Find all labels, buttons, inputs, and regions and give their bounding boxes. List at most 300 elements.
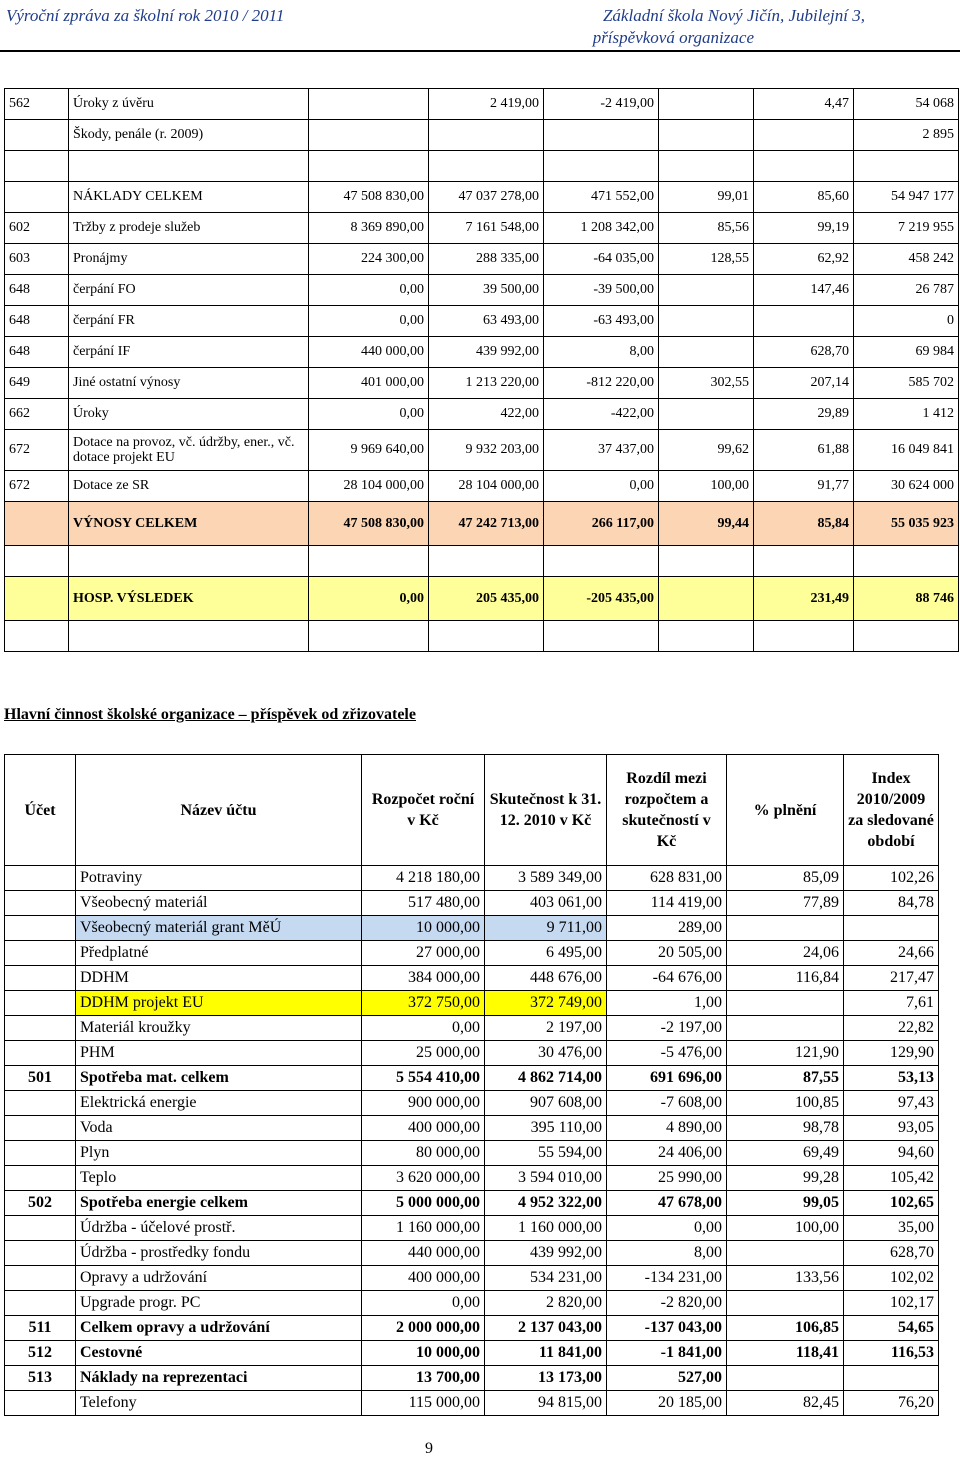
name-cell: Teplo (76, 1166, 362, 1191)
percent-cell: 100,85 (727, 1091, 844, 1116)
header-difference: Rozdíl mezi rozpočtem a skutečností v Kč (607, 755, 727, 866)
actual-cell: 3 594 010,00 (485, 1166, 607, 1191)
name-cell: PHM (76, 1041, 362, 1066)
prior-year-cell: 55 035 923 (854, 502, 959, 546)
budget-cell: 25 000,00 (362, 1041, 485, 1066)
difference-cell (544, 621, 659, 652)
difference-cell: 691 696,00 (607, 1066, 727, 1091)
name-cell: Elektrická energie (76, 1091, 362, 1116)
table-row (5, 1066, 939, 1091)
actual-cell: 448 676,00 (485, 966, 607, 991)
index-cell: 22,82 (844, 1016, 939, 1041)
index-cell: 207,14 (754, 368, 854, 399)
budget-cell: 10 000,00 (362, 916, 485, 941)
index-cell: 105,42 (844, 1166, 939, 1191)
percent-cell: 82,45 (727, 1391, 844, 1416)
account-cell: 603 (5, 244, 69, 275)
percent-cell: 121,90 (727, 1041, 844, 1066)
account-cell: 511 (5, 1316, 76, 1341)
budget-cell: 13 700,00 (362, 1366, 485, 1391)
percent-cell (727, 1016, 844, 1041)
account-cell (5, 577, 69, 621)
prior-year-cell: 26 787 (854, 275, 959, 306)
difference-cell: -2 820,00 (607, 1291, 727, 1316)
percent-cell: 99,44 (659, 502, 754, 546)
index-cell: 97,43 (844, 1091, 939, 1116)
difference-cell (544, 546, 659, 577)
percent-cell: 24,06 (727, 941, 844, 966)
header-actual: Skutečnost k 31. 12. 2010 v Kč (485, 755, 607, 866)
difference-cell: -134 231,00 (607, 1266, 727, 1291)
budget-cell (309, 151, 429, 182)
index-cell: 94,60 (844, 1141, 939, 1166)
name-cell: čerpání FO (69, 275, 309, 306)
actual-cell: 205 435,00 (429, 577, 544, 621)
difference-cell: 8,00 (544, 337, 659, 368)
table-row (5, 399, 959, 430)
prior-year-cell: 2 895 (854, 120, 959, 151)
percent-cell: 85,09 (727, 866, 844, 891)
table-row (5, 1341, 939, 1366)
index-cell: 61,88 (754, 430, 854, 471)
index-cell (754, 621, 854, 652)
budget-cell: 224 300,00 (309, 244, 429, 275)
budget-cell: 440 000,00 (362, 1241, 485, 1266)
percent-cell (659, 621, 754, 652)
index-cell: 91,77 (754, 471, 854, 502)
account-cell (5, 1216, 76, 1241)
index-cell: 116,53 (844, 1341, 939, 1366)
actual-cell: 9 711,00 (485, 916, 607, 941)
report-title: Výroční zpráva za školní rok 2010 / 2011 (6, 6, 285, 25)
name-cell: NÁKLADY CELKEM (69, 182, 309, 213)
account-cell: 501 (5, 1066, 76, 1091)
table-row (5, 546, 959, 577)
budget-cell: 9 969 640,00 (309, 430, 429, 471)
difference-cell: 8,00 (607, 1241, 727, 1266)
percent-cell: 99,01 (659, 182, 754, 213)
percent-cell (659, 306, 754, 337)
difference-cell: -63 493,00 (544, 306, 659, 337)
prior-year-cell (854, 151, 959, 182)
account-cell (5, 1016, 76, 1041)
account-cell: 672 (5, 430, 69, 471)
account-cell (5, 941, 76, 966)
difference-cell: 20 185,00 (607, 1391, 727, 1416)
actual-cell (429, 151, 544, 182)
percent-cell: 100,00 (727, 1216, 844, 1241)
index-cell: 147,46 (754, 275, 854, 306)
table-row (5, 471, 959, 502)
table-row (5, 368, 959, 399)
difference-cell: 471 552,00 (544, 182, 659, 213)
index-cell: 85,60 (754, 182, 854, 213)
name-cell: Předplatné (76, 941, 362, 966)
prior-year-cell (854, 621, 959, 652)
name-cell: Dotace na provoz, vč. údržby, ener., vč. dotace projekt EU (69, 430, 309, 471)
account-cell: 662 (5, 399, 69, 430)
index-cell: 102,26 (844, 866, 939, 891)
actual-cell: 28 104 000,00 (429, 471, 544, 502)
page-number: 9 (425, 1440, 433, 1457)
name-cell: Jiné ostatní výnosy (69, 368, 309, 399)
budget-cell: 27 000,00 (362, 941, 485, 966)
percent-cell: 118,41 (727, 1341, 844, 1366)
table-row (5, 1116, 939, 1141)
actual-cell: 9 932 203,00 (429, 430, 544, 471)
index-cell: 85,84 (754, 502, 854, 546)
table-row (5, 577, 959, 621)
account-cell (5, 182, 69, 213)
budget-cell: 80 000,00 (362, 1141, 485, 1166)
name-cell (69, 151, 309, 182)
percent-cell (659, 151, 754, 182)
difference-cell: 37 437,00 (544, 430, 659, 471)
prior-year-cell: 458 242 (854, 244, 959, 275)
actual-cell: 439 992,00 (429, 337, 544, 368)
name-cell: Úroky (69, 399, 309, 430)
actual-cell: 39 500,00 (429, 275, 544, 306)
table-row (5, 430, 959, 471)
percent-cell (659, 275, 754, 306)
actual-cell: 55 594,00 (485, 1141, 607, 1166)
table-row (5, 621, 959, 652)
account-cell (5, 891, 76, 916)
name-cell: DDHM projekt EU (76, 991, 362, 1016)
budget-cell: 47 508 830,00 (309, 182, 429, 213)
index-cell: 99,19 (754, 213, 854, 244)
actual-cell: 30 476,00 (485, 1041, 607, 1066)
name-cell (69, 546, 309, 577)
percent-cell (659, 337, 754, 368)
account-cell (5, 120, 69, 151)
actual-cell: 2 197,00 (485, 1016, 607, 1041)
index-cell (754, 151, 854, 182)
actual-cell: 288 335,00 (429, 244, 544, 275)
name-cell: Tržby z prodeje služeb (69, 213, 309, 244)
table-row (5, 337, 959, 368)
name-cell: Cestovné (76, 1341, 362, 1366)
actual-cell: 94 815,00 (485, 1391, 607, 1416)
actual-cell: 6 495,00 (485, 941, 607, 966)
account-cell (5, 991, 76, 1016)
percent-cell (727, 1366, 844, 1391)
table-row (5, 182, 959, 213)
name-cell: Telefony (76, 1391, 362, 1416)
school-type: příspěvková organizace (592, 28, 754, 47)
table-row (5, 916, 939, 941)
budget-cell: 0,00 (309, 577, 429, 621)
percent-cell (727, 991, 844, 1016)
actual-cell (429, 120, 544, 151)
actual-cell: 11 841,00 (485, 1341, 607, 1366)
percent-cell (727, 1291, 844, 1316)
account-cell (5, 1266, 76, 1291)
budget-cell (309, 89, 429, 120)
difference-cell: -137 043,00 (607, 1316, 727, 1341)
table-row (5, 151, 959, 182)
name-cell: Všeobecný materiál (76, 891, 362, 916)
difference-cell: 114 419,00 (607, 891, 727, 916)
actual-cell: 1 213 220,00 (429, 368, 544, 399)
account-cell (5, 866, 76, 891)
table-row (5, 941, 939, 966)
name-cell: Spotřeba mat. celkem (76, 1066, 362, 1091)
table-row (5, 120, 959, 151)
table-row (5, 1391, 939, 1416)
difference-cell: 0,00 (607, 1216, 727, 1241)
actual-cell: 3 589 349,00 (485, 866, 607, 891)
budget-cell: 5 554 410,00 (362, 1066, 485, 1091)
actual-cell: 63 493,00 (429, 306, 544, 337)
difference-cell: 1,00 (607, 991, 727, 1016)
account-cell: 648 (5, 337, 69, 368)
account-cell: 562 (5, 89, 69, 120)
index-cell (844, 1366, 939, 1391)
percent-cell: 99,05 (727, 1191, 844, 1216)
prior-year-cell: 585 702 (854, 368, 959, 399)
account-cell (5, 621, 69, 652)
index-cell: 102,02 (844, 1266, 939, 1291)
percent-cell (727, 1241, 844, 1266)
index-cell: 231,49 (754, 577, 854, 621)
index-cell: 628,70 (754, 337, 854, 368)
account-cell: 513 (5, 1366, 76, 1391)
account-cell (5, 546, 69, 577)
header-percent: % plnění (727, 755, 844, 866)
account-cell: 502 (5, 1191, 76, 1216)
header-index: Index 2010/2009 za sledované období (844, 755, 939, 866)
name-cell: Údržba - účelové prostř. (76, 1216, 362, 1241)
account-cell: 648 (5, 275, 69, 306)
table-header-row (5, 755, 939, 866)
table-row (5, 891, 939, 916)
percent-cell: 69,49 (727, 1141, 844, 1166)
index-cell: 29,89 (754, 399, 854, 430)
name-cell: Údržba - prostředky fondu (76, 1241, 362, 1266)
budget-cell (309, 546, 429, 577)
account-cell (5, 1041, 76, 1066)
percent-cell (659, 577, 754, 621)
difference-cell: -205 435,00 (544, 577, 659, 621)
difference-cell: -64 676,00 (607, 966, 727, 991)
difference-cell: -7 608,00 (607, 1091, 727, 1116)
name-cell: čerpání IF (69, 337, 309, 368)
percent-cell (659, 89, 754, 120)
index-cell: 54,65 (844, 1316, 939, 1341)
difference-cell: 47 678,00 (607, 1191, 727, 1216)
difference-cell: -2 419,00 (544, 89, 659, 120)
index-cell: 129,90 (844, 1041, 939, 1066)
name-cell: Dotace ze SR (69, 471, 309, 502)
name-cell: Škody, penále (r. 2009) (69, 120, 309, 151)
budget-cell: 384 000,00 (362, 966, 485, 991)
index-cell (754, 306, 854, 337)
prior-year-cell: 54 068 (854, 89, 959, 120)
difference-cell: 527,00 (607, 1366, 727, 1391)
account-cell: 672 (5, 471, 69, 502)
index-cell: 102,65 (844, 1191, 939, 1216)
table-row (5, 213, 959, 244)
index-cell: 24,66 (844, 941, 939, 966)
name-cell: HOSP. VÝSLEDEK (69, 577, 309, 621)
page-header (0, 0, 960, 52)
percent-cell: 128,55 (659, 244, 754, 275)
index-cell: 84,78 (844, 891, 939, 916)
prior-year-cell: 30 624 000 (854, 471, 959, 502)
budget-cell: 401 000,00 (309, 368, 429, 399)
index-cell: 35,00 (844, 1216, 939, 1241)
table-row (5, 1166, 939, 1191)
table-row (5, 502, 959, 546)
name-cell: VÝNOSY CELKEM (69, 502, 309, 546)
difference-cell (544, 151, 659, 182)
index-cell: 628,70 (844, 1241, 939, 1266)
account-cell (5, 1291, 76, 1316)
index-cell: 102,17 (844, 1291, 939, 1316)
name-cell: Úroky z úvěru (69, 89, 309, 120)
actual-cell: 1 160 000,00 (485, 1216, 607, 1241)
percent-cell: 133,56 (727, 1266, 844, 1291)
name-cell (69, 621, 309, 652)
table-row (5, 1316, 939, 1341)
budget-cell: 400 000,00 (362, 1266, 485, 1291)
section-title: Hlavní činnost školské organizace – příspěvek od zřizovatele (4, 706, 416, 723)
account-cell (5, 1116, 76, 1141)
difference-cell: 24 406,00 (607, 1141, 727, 1166)
percent-cell (727, 916, 844, 941)
budget-cell: 900 000,00 (362, 1091, 485, 1116)
difference-cell: -422,00 (544, 399, 659, 430)
budget-cell: 0,00 (309, 306, 429, 337)
actual-cell: 403 061,00 (485, 891, 607, 916)
budget-cell: 4 218 180,00 (362, 866, 485, 891)
prior-year-cell (854, 546, 959, 577)
table-row (5, 866, 939, 891)
prior-year-cell: 0 (854, 306, 959, 337)
budget-cell: 28 104 000,00 (309, 471, 429, 502)
table-row (5, 244, 959, 275)
budget-cell: 440 000,00 (309, 337, 429, 368)
budget-cell: 517 480,00 (362, 891, 485, 916)
difference-cell: 0,00 (544, 471, 659, 502)
percent-cell: 106,85 (727, 1316, 844, 1341)
percent-cell: 99,62 (659, 430, 754, 471)
header-budget: Rozpočet roční v Kč (362, 755, 485, 866)
header-account: Účet (5, 755, 76, 866)
account-cell (5, 966, 76, 991)
actual-cell: 534 231,00 (485, 1266, 607, 1291)
budget-cell: 8 369 890,00 (309, 213, 429, 244)
expense-table (4, 754, 939, 1416)
table-row (5, 1016, 939, 1041)
table-row (5, 966, 939, 991)
index-cell: 76,20 (844, 1391, 939, 1416)
budget-cell: 5 000 000,00 (362, 1191, 485, 1216)
name-cell: Opravy a udržování (76, 1266, 362, 1291)
name-cell: Pronájmy (69, 244, 309, 275)
difference-cell: -64 035,00 (544, 244, 659, 275)
budget-cell: 400 000,00 (362, 1116, 485, 1141)
actual-cell: 13 173,00 (485, 1366, 607, 1391)
table-row (5, 1266, 939, 1291)
prior-year-cell: 88 746 (854, 577, 959, 621)
percent-cell: 99,28 (727, 1166, 844, 1191)
budget-cell: 0,00 (309, 275, 429, 306)
difference-cell (544, 120, 659, 151)
prior-year-cell: 7 219 955 (854, 213, 959, 244)
actual-cell: 4 862 714,00 (485, 1066, 607, 1091)
actual-cell: 2 820,00 (485, 1291, 607, 1316)
difference-cell: 1 208 342,00 (544, 213, 659, 244)
budget-cell (309, 120, 429, 151)
table-row (5, 1291, 939, 1316)
account-cell (5, 1241, 76, 1266)
percent-cell (659, 399, 754, 430)
budget-cell: 2 000 000,00 (362, 1316, 485, 1341)
difference-cell: 289,00 (607, 916, 727, 941)
table-row (5, 1141, 939, 1166)
income-expense-table (4, 88, 959, 652)
name-cell: Upgrade progr. PC (76, 1291, 362, 1316)
actual-cell: 47 037 278,00 (429, 182, 544, 213)
index-cell: 4,47 (754, 89, 854, 120)
prior-year-cell: 69 984 (854, 337, 959, 368)
budget-cell: 47 508 830,00 (309, 502, 429, 546)
name-cell: Celkem opravy a udržování (76, 1316, 362, 1341)
difference-cell: -2 197,00 (607, 1016, 727, 1041)
actual-cell (429, 621, 544, 652)
budget-cell: 1 160 000,00 (362, 1216, 485, 1241)
name-cell: Náklady na reprezentaci (76, 1366, 362, 1391)
budget-cell: 372 750,00 (362, 991, 485, 1016)
percent-cell: 100,00 (659, 471, 754, 502)
table-row (5, 306, 959, 337)
percent-cell: 77,89 (727, 891, 844, 916)
difference-cell: 4 890,00 (607, 1116, 727, 1141)
index-cell: 93,05 (844, 1116, 939, 1141)
index-cell (754, 546, 854, 577)
name-cell: Všeobecný materiál grant MěÚ (76, 916, 362, 941)
name-cell: Spotřeba energie celkem (76, 1191, 362, 1216)
difference-cell: 25 990,00 (607, 1166, 727, 1191)
actual-cell: 2 419,00 (429, 89, 544, 120)
budget-cell: 0,00 (362, 1016, 485, 1041)
index-cell: 53,13 (844, 1066, 939, 1091)
actual-cell: 7 161 548,00 (429, 213, 544, 244)
account-cell (5, 1166, 76, 1191)
difference-cell: -5 476,00 (607, 1041, 727, 1066)
actual-cell: 907 608,00 (485, 1091, 607, 1116)
index-cell: 62,92 (754, 244, 854, 275)
budget-cell: 0,00 (362, 1291, 485, 1316)
table-row (5, 1041, 939, 1066)
table-row (5, 1091, 939, 1116)
percent-cell: 85,56 (659, 213, 754, 244)
account-cell: 602 (5, 213, 69, 244)
account-cell (5, 1141, 76, 1166)
name-cell: Potraviny (76, 866, 362, 891)
difference-cell: 20 505,00 (607, 941, 727, 966)
account-cell (5, 502, 69, 546)
table-row (5, 991, 939, 1016)
name-cell: DDHM (76, 966, 362, 991)
prior-year-cell: 54 947 177 (854, 182, 959, 213)
account-cell (5, 1391, 76, 1416)
prior-year-cell: 1 412 (854, 399, 959, 430)
name-cell: Materiál kroužky (76, 1016, 362, 1041)
account-cell: 648 (5, 306, 69, 337)
